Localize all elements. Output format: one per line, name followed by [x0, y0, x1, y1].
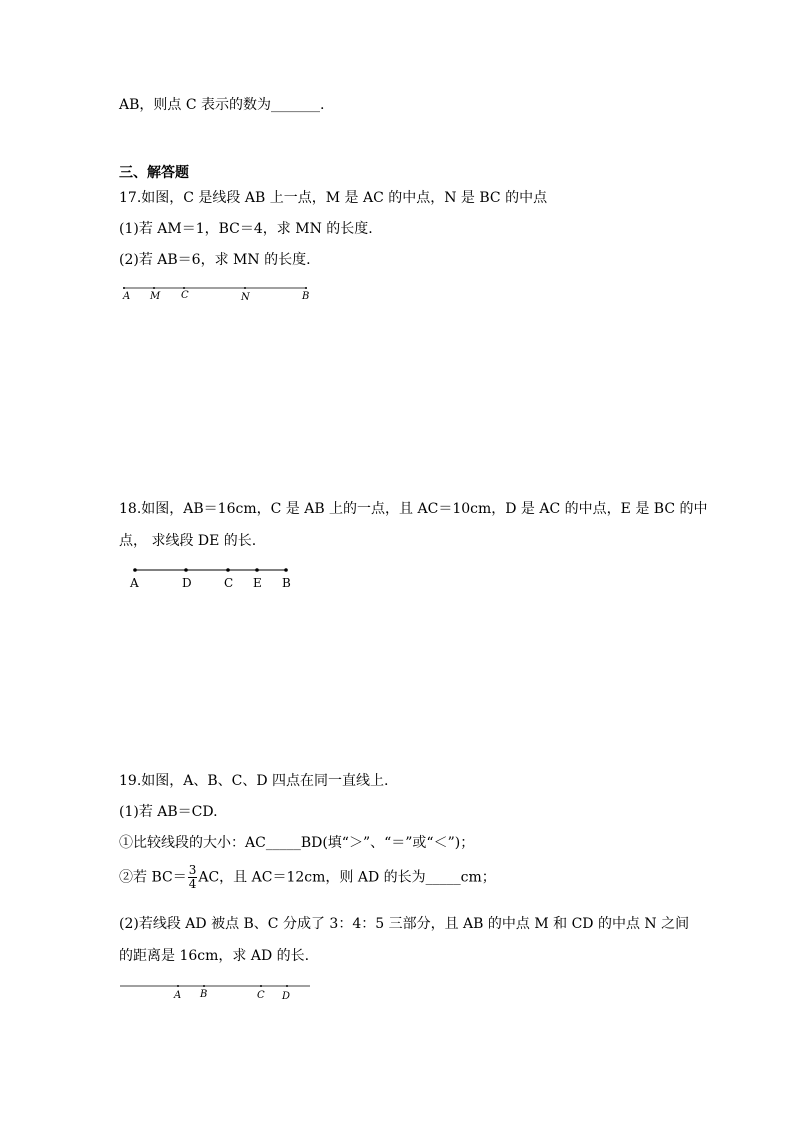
fraction-numerator: 3	[188, 863, 197, 877]
q19-part2-line1: (2)若线段 AD 被点 B、C 分成了 3：4：5 三部分，且 AB 的中点 M 和 CD 的中点 N 之间	[119, 916, 690, 932]
figure-19	[120, 982, 320, 1002]
fig18-label-e: E	[253, 576, 262, 590]
fig19-label-c: C	[257, 990, 265, 1001]
q19-choice2	[119, 864, 496, 891]
fig18-point-b	[284, 568, 288, 572]
fraction-denominator: 4	[188, 877, 197, 891]
q17-stem: 17.如图，C 是线段 AB 上一点，M 是 AC 的中点，N 是 BC 的中点	[119, 190, 548, 206]
fig19-point-c	[260, 985, 262, 987]
fig18-label-a: A	[130, 576, 139, 590]
fig17-point-m	[153, 287, 155, 289]
fig17-label-b: B	[302, 291, 310, 302]
fig18-point-e	[255, 568, 259, 572]
fig18-point-d	[184, 568, 188, 572]
fig17-point-n	[244, 287, 246, 289]
fig17-label-c: C	[181, 290, 189, 301]
fig19-label-d: D	[282, 991, 291, 1002]
fig18-point-a	[133, 568, 137, 572]
fig19-point-a	[177, 985, 179, 987]
fraction-3-4	[188, 864, 198, 891]
fig19-label-b: B	[200, 989, 208, 1000]
fig19-label-a: A	[174, 990, 182, 1001]
fig17-point-c	[183, 287, 185, 289]
q18-stem-line1: 18.如图，AB＝16cm，C 是 AB 上的一点，且 AC＝10cm，D 是 AC 的中点，E 是 BC 的中	[119, 501, 708, 517]
fig17-label-n: N	[241, 292, 250, 303]
fig17-label-a: A	[123, 291, 131, 302]
q19-choice2-prefix: ②若 BC＝	[119, 869, 187, 886]
q17-part1: (1)若 AM＝1，BC＝4，求 MN 的长度.	[119, 221, 373, 237]
q17-part2: (2)若 AB＝6，求 MN 的长度.	[119, 252, 311, 268]
fig17-label-m: M	[150, 291, 161, 302]
fig18-point-c	[226, 568, 230, 572]
fig18-label-d: D	[182, 576, 192, 590]
fig19-point-b	[203, 985, 205, 987]
q19-choice1: ①比较线段的大小：AC_____BD(填“＞”、“＝”或“＜”)；	[119, 835, 475, 851]
figure-17	[120, 284, 320, 304]
fig17-point-b	[305, 287, 307, 289]
q19-part1: (1)若 AB＝CD.	[119, 804, 218, 820]
fig17-point-a	[123, 287, 125, 289]
fig18-label-b: B	[282, 576, 291, 590]
section-title: 三、解答题	[119, 165, 189, 181]
figure-18	[126, 565, 306, 589]
q18-stem-line2: 点， 求线段 DE 的长.	[119, 533, 257, 549]
q19-choice2-suffix: AC，且 AC＝12cm，则 AD 的长为_____cm；	[198, 869, 496, 886]
q19-stem: 19.如图，A、B、C、D 四点在同一直线上.	[119, 773, 389, 789]
fig18-label-c: C	[224, 576, 234, 590]
q16-continuation: AB，则点 C 表示的数为_______.	[119, 97, 325, 113]
q19-part2-line2: 的距离是 16cm，求 AD 的长.	[119, 948, 310, 964]
fig19-point-d	[286, 985, 288, 987]
